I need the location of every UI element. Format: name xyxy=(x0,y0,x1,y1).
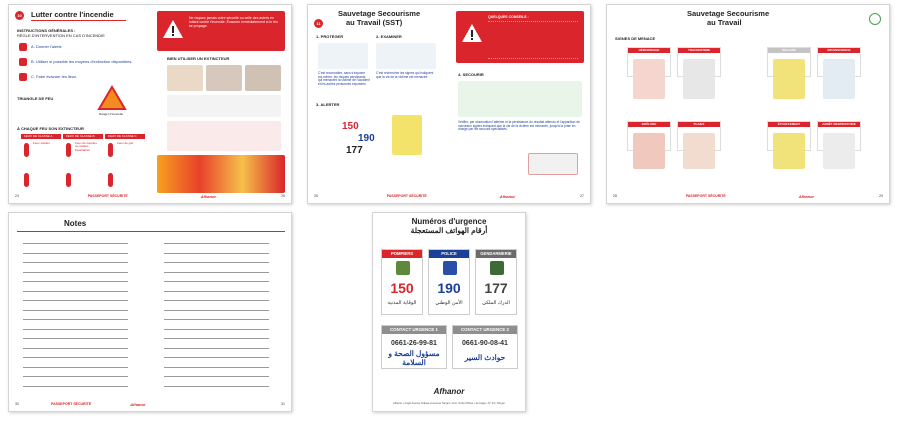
class-b-header: FEUX DE CLASSE B xyxy=(63,134,103,139)
section-badge: 11 xyxy=(314,19,323,28)
page-title-line2: au Travail xyxy=(707,18,742,27)
page-thumbnail-incendie[interactable] xyxy=(8,4,292,204)
hemorragie-image xyxy=(633,59,665,99)
note-line-left xyxy=(23,338,128,339)
extinguisher-c-icon xyxy=(108,143,113,157)
note-line-right xyxy=(164,243,269,244)
exit-icon xyxy=(19,73,27,81)
alarm-icon xyxy=(19,43,27,51)
protect-text: C'est reconnaître, sans s'exposer soi-même, les risques persistants qui menacent la victime de l'accident et les autres personnes exposées xyxy=(318,71,370,87)
brulure-image xyxy=(633,133,665,169)
note-line-right xyxy=(164,272,269,273)
ambulance-illustration xyxy=(528,153,578,175)
page-title-fr: Numéros d'urgence xyxy=(411,217,487,226)
page-thumbnail-signes[interactable] xyxy=(606,4,890,204)
extinguisher-b-icon xyxy=(66,143,71,157)
note-line-left xyxy=(23,310,128,311)
class-c-desc: Feux de gaz xyxy=(117,141,134,145)
note-line-left xyxy=(23,367,128,368)
number-177: 177 xyxy=(346,145,363,156)
note-line-left xyxy=(23,253,128,254)
note-line-left xyxy=(23,329,128,330)
notes-header-rule xyxy=(17,231,285,232)
section-badge: 10 xyxy=(15,11,24,20)
triangle-caption: Danger d'incendie xyxy=(99,112,124,116)
page-title: Notes xyxy=(64,219,87,228)
note-line-right xyxy=(164,253,269,254)
class-a-desc: Feux solides xyxy=(33,141,50,145)
note-line-right xyxy=(164,300,269,301)
brand-logo: Afhanor xyxy=(433,387,465,396)
use-extinguisher-heading: BIEN UTILISER UN EXTINCTEUR xyxy=(167,56,230,61)
note-line-left xyxy=(23,376,128,377)
note-line-left xyxy=(23,300,128,301)
warning-triangle-icon xyxy=(461,23,483,43)
title-underline xyxy=(31,20,126,21)
alerter-heading: 3- ALERTER xyxy=(316,102,340,107)
traumatisme-image xyxy=(683,59,715,99)
protect-illustration xyxy=(318,43,368,69)
card-police: POLICE 190 الأمن الوطني xyxy=(428,249,470,315)
note-line-left xyxy=(23,357,128,358)
extinguisher-heading: À CHAQUE FEU SON EXTINCTEUR xyxy=(17,126,84,131)
note-line-right xyxy=(164,367,269,368)
fire-scene-image xyxy=(157,155,285,193)
sign-card-inconscience: INCONSCIENCE xyxy=(817,47,861,77)
number-190: 190 xyxy=(358,133,375,144)
class-b-desc: Feux de liquides ou solides liquéfiables xyxy=(75,141,97,152)
instructions-heading: INSTRUCTIONS GÉNÉRALES : xyxy=(17,28,76,33)
police-emblem-icon xyxy=(443,261,457,275)
page-footer: 24 PASSEPORT SÉCURITÉ Afhanor 25 xyxy=(15,194,285,199)
sign-card-malaise: MALAISE xyxy=(767,47,811,77)
extinguisher-b2-icon xyxy=(66,173,71,187)
plaies-image xyxy=(683,133,715,169)
extinguisher-icon xyxy=(19,58,27,66)
sign-card-plaies: PLAIES xyxy=(677,121,721,151)
note-line-left xyxy=(23,386,128,387)
page-title-line2: au Travail (SST) xyxy=(346,18,403,27)
extinguisher-a2-icon xyxy=(24,173,29,187)
page-thumbnail-sst[interactable] xyxy=(307,4,591,204)
sign-card-arret-respiratoire: ARRÊT RESPIRATOIRE xyxy=(817,121,861,151)
address-line: Afhanor • Angle Avenue Oqbaa et Avenue Tanger • Imm. Perla Offices • 2è étage • N° 23 • Tanger xyxy=(393,402,505,405)
examine-illustration xyxy=(376,43,436,69)
note-line-left xyxy=(23,291,128,292)
page-footer: 30 PASSEPORT SÉCURITÉ Afhanor 31 xyxy=(15,402,285,407)
note-line-right xyxy=(164,262,269,263)
triangle-heading: TRIANGLE DE FEU xyxy=(17,96,54,101)
class-c-header: FEUX DE CLASSE C xyxy=(105,134,145,139)
note-line-left xyxy=(23,272,128,273)
note-line-right xyxy=(164,291,269,292)
note-line-right xyxy=(164,281,269,282)
sign-card-hemorragie: HÉMORRAGIE xyxy=(627,47,671,77)
use-step-2-image xyxy=(206,65,242,91)
fire-triangle-icon xyxy=(97,85,127,111)
proteger-heading: 1- PROTÉGER xyxy=(316,34,344,39)
secourir-heading: 4- SECOURIR xyxy=(458,72,484,77)
examine-text: C'est rechercher les signes qui indiquent que la vie de la victime est menacée xyxy=(376,71,434,79)
card-pompiers: POMPIERS 150 الوقاية المدنية xyxy=(381,249,423,315)
pompiers-emblem-icon xyxy=(396,261,410,275)
sign-card-etouffement: ÉTOUFFEMENT xyxy=(767,121,811,151)
note-line-right xyxy=(164,357,269,358)
arret-respiratoire-image xyxy=(823,133,855,169)
inconscience-image xyxy=(823,59,855,99)
extinguisher-c2-icon xyxy=(108,173,113,187)
etouffement-image xyxy=(773,133,805,169)
note-line-left xyxy=(23,243,128,244)
page-title-line1: Sauvetage Secourisme xyxy=(338,9,421,18)
first-aid-illustrations xyxy=(458,81,582,117)
gendarmerie-emblem-icon xyxy=(490,261,504,275)
card-gendarmerie: GENDARMERIE 177 الدرك الملكي xyxy=(475,249,517,315)
rescuer-phone-illustration xyxy=(392,115,422,155)
number-150: 150 xyxy=(342,121,359,132)
use-step-text xyxy=(167,95,281,117)
step-a: A. Donner l'alerte xyxy=(31,44,62,49)
use-step-1-image xyxy=(167,65,203,91)
step-c: C. Faire évacuer les lieux. xyxy=(31,74,78,79)
page-footer: 28 PASSEPORT SÉCURITÉ Afhanor 29 xyxy=(613,194,883,199)
page-title: Lutter contre l'incendie xyxy=(31,10,114,19)
secourir-text: Vérifier, par observation l'atteinte et la persistance du résultat attendu et l'apparition de nouveaux signes indiquant que la vie de la victime est menacée, jusqu'à la prise en charge par les secours spécialisés. xyxy=(458,120,580,132)
page-title-line1: Sauvetage Secourisme xyxy=(687,9,770,18)
logo-badge-icon xyxy=(869,13,881,25)
note-line-right xyxy=(164,329,269,330)
page-thumbnail-notes[interactable] xyxy=(8,212,292,412)
instructions-subheading: RÈGLE D'INTERVENTION EN CAS D'INCENDIE xyxy=(17,33,105,38)
card-contact-urgence-2: CONTACT URGENCE 2 0661-90-08-41 حوادث السير xyxy=(452,325,518,369)
note-line-left xyxy=(23,281,128,282)
note-line-right xyxy=(164,310,269,311)
note-line-left xyxy=(23,262,128,263)
step-b: B. Utiliser si possible les moyens d'extinction disponibles. xyxy=(31,59,133,64)
page-thumbnail-urgence[interactable] xyxy=(372,212,526,412)
use-instructions-text xyxy=(167,121,281,151)
extinguisher-a-icon xyxy=(24,143,29,157)
note-line-right xyxy=(164,338,269,339)
note-line-left xyxy=(23,348,128,349)
examiner-heading: 2- EXAMINER xyxy=(376,34,402,39)
page-title-ar: أرقام الهواتف المستعجلة xyxy=(410,226,488,235)
malaise-image xyxy=(773,59,805,99)
class-a-header: FEUX DE CLASSE A xyxy=(21,134,61,139)
note-line-right xyxy=(164,376,269,377)
page-footer: 26 PASSEPORT SÉCURITÉ Afhanor 27 xyxy=(314,194,584,199)
signs-heading: SIGNES DE MENACE xyxy=(615,36,656,41)
note-line-right xyxy=(164,319,269,320)
sign-card-brulure: BRÛLURE xyxy=(627,121,671,151)
note-line-right xyxy=(164,386,269,387)
note-line-right xyxy=(164,348,269,349)
warning-triangle-icon xyxy=(162,19,184,39)
warning-box: Ne risquez jamais votre sécurité ou celle des autres en luttant contre l'incendie. Évacuez immédiatement si le feu se propage. xyxy=(157,11,285,51)
advice-box: QUELQUES CONSEILS : xyxy=(456,11,584,63)
card-contact-urgence-1: CONTACT URGENCE 1 0661-26-99-81 مسؤول الصحة و السلامة xyxy=(381,325,447,369)
note-line-left xyxy=(23,319,128,320)
use-step-3-image xyxy=(245,65,281,91)
sign-card-traumatisme: TRAUMATISME xyxy=(677,47,721,77)
